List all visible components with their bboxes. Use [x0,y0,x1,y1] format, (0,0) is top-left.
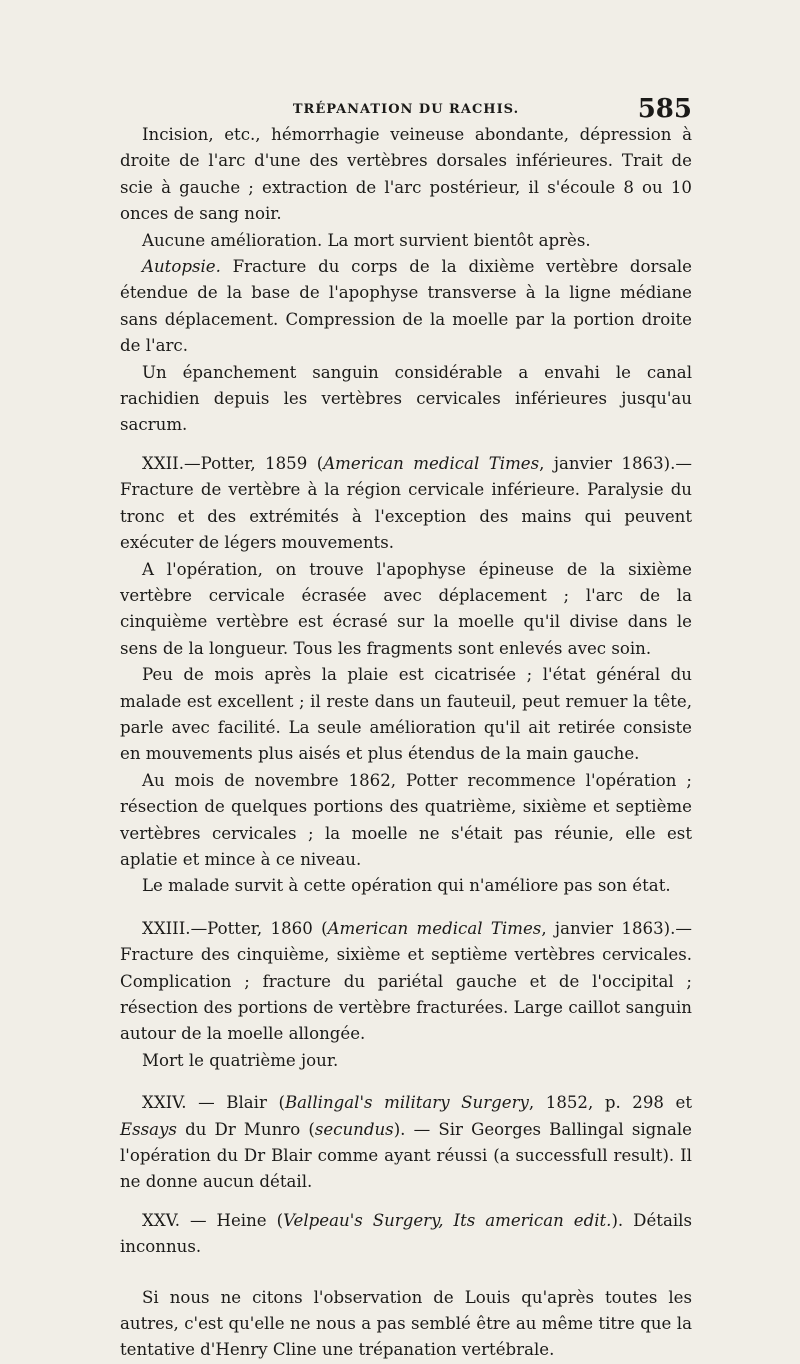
running-title: TRÉPANATION DU RACHIS. [292,102,520,117]
paragraph: Un épanchement sanguin considérable a envahi le canal rachidien depuis les vertèbres cervicales inférieures jusqu'au sacrum. [120,362,692,435]
case-22-heading [120,451,692,557]
paragraph: Incision, etc., hémorrhagie veineuse abondante, dépression à droite de l'arc d'une des vertèbres dorsales inférieures. Trait de scie à gauche ; extraction de l'arc postérieur, il s'écoule 8 ou 10 onces de sang noir. [120,125,692,224]
paragraph-text: Fracture du corps de la dixième vertèbre dorsale étendue de la base de l'apophyse transverse à la ligne médiane sans déplacement. Compression de la moelle par la portion droite de l'arc. [120,257,692,356]
citation-source: American medical Times [327,918,542,938]
paragraph-text: du Dr Munro ( [176,1119,315,1139]
paragraph-text: , 1852, p. 298 et [528,1093,693,1113]
page-body [120,122,692,1364]
citation-source: Ballingal's military Surgery [284,1093,529,1113]
citation-source: secundus [314,1119,394,1139]
case-number: XXIII.—Potter, 1860 ( [142,918,328,938]
paragraph: Au mois de novembre 1862, Potter recommence l'opération ; résection de quelques portions des quatrième, sixième et septième vertèbres cervicales ; la moelle ne s'était pas réunie, elle est aplatie et mince à ce niveau. [120,770,692,869]
case-25-heading [120,1208,692,1261]
closing-paragraph: Si nous ne citons l'observation de Louis qu'après toutes les autres, c'est qu'elle ne nous a pas semblé être au même titre que la tentative d'Henry Cline une trépanation vertébrale. [120,1287,692,1360]
paragraph: Aucune amélioration. La mort survient bientôt après. [142,230,591,250]
paragraph: Mort le quatrième jour. [142,1050,339,1070]
paragraph-text: , janvier 1863).—Fracture des cinquième, sixième et septième vertèbres cervicales. Complication ; fracture du pariétal gauche et de l'occipital ; résection des portions de vertèbre fracturées. Large caillot sanguin autour de la moelle allongée. [120,918,692,1044]
case-24-heading [120,1090,692,1196]
citation-source: Essays [120,1119,177,1139]
autopsy-label: Autopsie. [142,257,221,277]
citation-source: American medical Times [323,453,540,473]
case-number: XXIV. — Blair ( [142,1093,285,1113]
paragraph: A l'opération, on trouve l'apophyse épineuse de la sixième vertèbre cervicale écrasée avec déplacement ; l'arc de la cinquième vertèbre est écrasé sur la moelle qu'il divise dans le sens de la longueur. Tous les fragments sont enlevés avec soin. [120,559,692,658]
paragraph-text: , janvier 1863).—Fracture de vertèbre à la région cervicale inférieure. Paralysie du tronc et des extrémités à l'exception des mains qui peuvent exécuter de légers mouvements. [120,453,693,553]
paragraph: Le malade survit à cette opération qui n'améliore pas son état. [142,876,671,896]
case-number: XXV. — Heine ( [142,1210,284,1230]
paragraph: Peu de mois après la plaie est cicatrisée ; l'état général du malade est excellent ; il reste dans un fauteuil, peut remuer la tête, parle avec facilité. La seule amélioration qu'il ait retirée consiste en mouvements plus aisés et plus étendus de la main gauche. [120,665,692,764]
citation-source: Velpeau's Surgery, Its american edit. [283,1210,612,1230]
page-number: 585 [637,94,692,124]
autopsy-paragraph [120,254,692,360]
paragraph-text: ). — Sir Georges Ballingal signale l'opération du Dr Blair comme ayant réussi (a successfull result). Il ne donne aucun détail. [120,1119,693,1192]
case-number: XXII.—Potter, 1859 ( [142,453,324,473]
case-23-heading [120,916,692,1048]
paragraph-text: ). Détails inconnus. [120,1210,692,1257]
